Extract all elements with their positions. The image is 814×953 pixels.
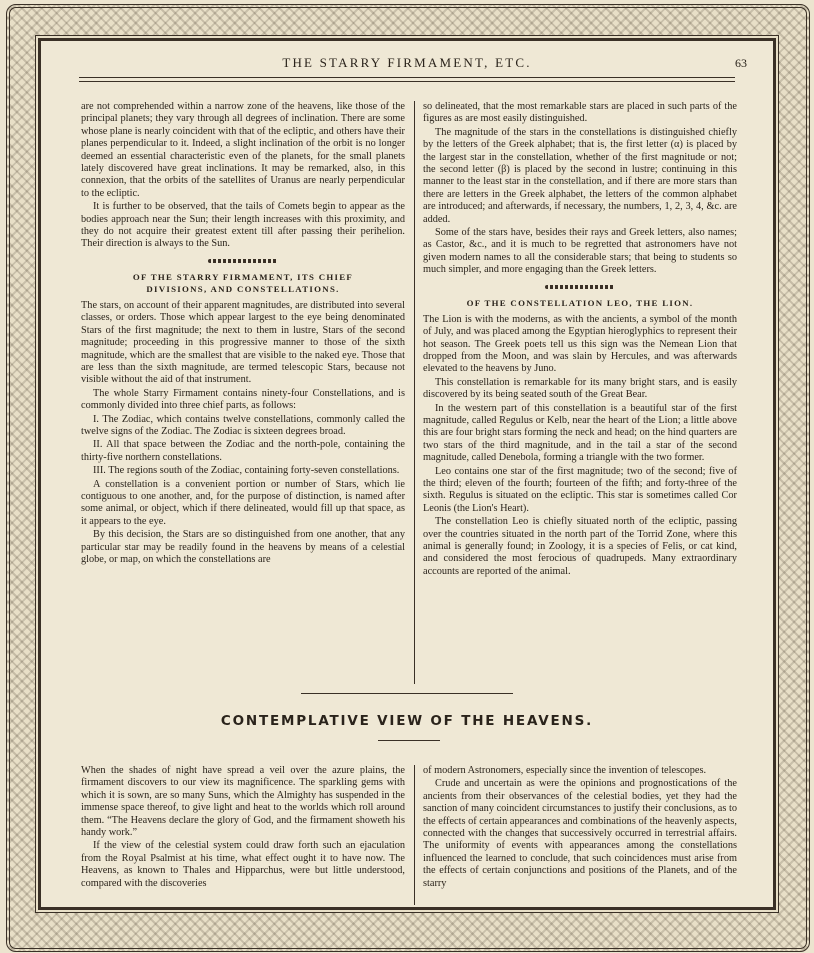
paragraph: so delineated, that the most remarkable stars are placed in such parts of the figures as are most easily distinguished. bbox=[423, 101, 737, 125]
section-heading-firmament bbox=[81, 271, 405, 295]
ornament-divider bbox=[545, 285, 615, 289]
paragraph: Leo contains one star of the first magnitude; two of the second; five of the third; eleven of the fourth; fourteen of the fifth; and forty-three of the sixth. Regulus is situated on the ecliptic. This star is sometimes called Cor Leonis (the Lion's Heart). bbox=[423, 465, 737, 514]
left-column-bottom bbox=[81, 765, 405, 891]
paragraph: When the shades of night have spread a veil over the azure plains, the firmament discovers to our view its magnificence. The sparkling gems with which it is sown, are so many Suns, which the Almighty has suspended in the immense space thereof, to give light and heat to the worlds which roll around them. “The Heavens declare the glory of God, and the firmament showeth his handy work.” bbox=[81, 765, 405, 839]
ornament-divider bbox=[208, 259, 278, 263]
paragraph: The magnitude of the stars in the constellations is distinguished chiefly by the letters of the Greek alphabet; that is, the first letter (α) is placed by the largest star in the constellation, whether of the first magnitude or not; the second letter (β) is placed by the second in lustre; continuing in this manner to the least star in the constellation, and if there are more stars than there are letters in the Greek alphabet, the letters of the common alphabet are introduced; and afterwards, if necessary, the numbers, 1, 2, 3, 4, &c. are added. bbox=[423, 126, 737, 225]
header-rule-thin bbox=[79, 81, 735, 82]
paragraph: A constellation is a convenient portion or number of Stars, which lie contiguous to one another, and, for the purpose of distinction, is named after some animal, or object, which if there delineated, would fill up that space, as it appears to the eye. bbox=[81, 478, 405, 527]
running-head: THE STARRY FIRMAMENT, ETC. bbox=[282, 55, 532, 70]
paragraph: Some of the stars have, besides their rays and Greek letters, also names; as Castor, &c., and it is much to be regretted that astronomers have not given modern names to all the considerable stars; that being to students so much simpler, and more engaging than the Greek letters. bbox=[423, 227, 737, 276]
paragraph: This constellation is remarkable for its many bright stars, and is easily discovered by its being seated south of the Great Bear. bbox=[423, 376, 737, 401]
title-underline bbox=[378, 740, 440, 741]
header-rule bbox=[79, 77, 735, 78]
left-column-top bbox=[81, 101, 405, 567]
right-column-bottom bbox=[423, 765, 737, 891]
paragraph: The stars, on account of their apparent magnitudes, are distributed into several classes, or orders. Those which appear largest to the eye being denominated Stars of the first magnitude; the next to them in lustre, Stars of the second magnitude; proceeding in this progressive manner to those of the sixth magnitude, which are the smallest that are visible to the naked eye. Those that are less than the sixth magnitude, are termed telescopic Stars, because not visible without the aid of that instrument. bbox=[81, 299, 405, 386]
paragraph: II. All that space between the Zodiac and the north-pole, containing the thirty-five northern constellations. bbox=[81, 439, 405, 463]
paragraph: It is further to be observed, that the tails of Comets begin to appear as the bodies approach near the Sun; their length increases with this proximity, and they do not acquire their greatest extent till after passing their perihelion. Their direction is always to the Sun. bbox=[81, 201, 405, 250]
paragraph: I. The Zodiac, which contains twelve constellations, commonly called the twelve signs of the Zodiac. The Zodiac is sixteen degrees broad. bbox=[81, 413, 405, 437]
paragraph: The constellation Leo is chiefly situated north of the ecliptic, passing over the countries situated in the north part of the Torrid Zone, where this animal is generally found; in Zoology, it is a species of Felis, or cat kind, and considered the most ferocious of quadrupeds. Many extraordinary accounts are reported of the animal. bbox=[423, 516, 737, 577]
right-column-top bbox=[423, 101, 737, 579]
paragraph: In the western part of this constellation is a beautiful star of the first magnitude, called Regulus or Kelb, near the heart of the Lion; a little above this are four bright stars forming the neck and head; on the hind quarters are two stars of the third magnitude, and in the tail a star of the second magnitude, called Denebola, forming a triangle with the two former. bbox=[423, 402, 737, 464]
paragraph: III. The regions south of the Zodiac, containing forty-seven constellations. bbox=[93, 465, 400, 477]
paragraph: If the view of the celestial system could draw forth such an ejaculation from the Royal Psalmist at his time, what effect ought it to have now. The Heavens, as known to Thales and Hipparchus, were but little understood, compared with the discoveries bbox=[81, 840, 405, 889]
page-frame bbox=[38, 38, 776, 910]
section-heading-line: DIVISIONS, AND CONSTELLATIONS. bbox=[146, 283, 340, 294]
column-divider-top bbox=[414, 101, 415, 684]
paragraph: are not comprehended within a narrow zone of the heavens, like those of the principal planets; they vary through all degrees of inclination. There are some whose plane is nearly coincident with that of the ecliptic, and others have their planes perpendicular to it. Indeed, a slight inclination of the orbit is no longer deemed an essential characteristic even of the planets, for the small planets lately discovered have great inclinations. It may be remarked, also, in this connexion, that the orbits of the satellites of Uranus are nearly perpendicular to the ecliptic. bbox=[81, 101, 405, 199]
section-title-heavens: CONTEMPLATIVE VIEW OF THE HEAVENS. bbox=[220, 713, 594, 729]
page-number: 63 bbox=[735, 56, 747, 70]
section-rule bbox=[301, 693, 513, 694]
section-heading-line: OF THE STARRY FIRMAMENT, ITS CHIEF bbox=[132, 271, 354, 282]
paragraph: The whole Starry Firmament contains ninety-four Constellations, and is commonly divided into three chief parts, as follows: bbox=[81, 387, 405, 412]
paragraph: of modern Astronomers, especially since the invention of telescopes. bbox=[423, 765, 707, 776]
column-divider-bottom bbox=[414, 765, 415, 905]
section-heading-leo: OF THE CONSTELLATION LEO, THE LION. bbox=[466, 297, 694, 308]
paragraph: By this decision, the Stars are so distinguished from one another, that any particular star may be readily found in the heavens by means of a celestial globe, or map, on which the constellations are bbox=[81, 529, 405, 565]
paragraph: Crude and uncertain as were the opinions and prognostications of the ancients from their observances of the celestial bodies, yet they had the sanction of many coincident circumstances to justify their conclusions, as to the effects of certain appearances and combinations of the heavenly aspects, connected with the changes that successively occurred in terrestrial affairs. The uniformity of events with appearances among the constellations influenced the learned to conclude, that such coincidences must arise from the effects of certain conjunctions and positions of the Planets, and of the starry bbox=[423, 778, 737, 889]
paragraph: The Lion is with the moderns, as with the ancients, a symbol of the month of July, and was placed among the Egyptian hieroglyphics to represent their hot season. The Greek poets tell us this sign was the Nemean Lion that dropped from the Moon, and was slain by Hercules, and was afterwards elevated to the heavens by Juno. bbox=[423, 313, 737, 375]
page-content bbox=[41, 41, 773, 907]
